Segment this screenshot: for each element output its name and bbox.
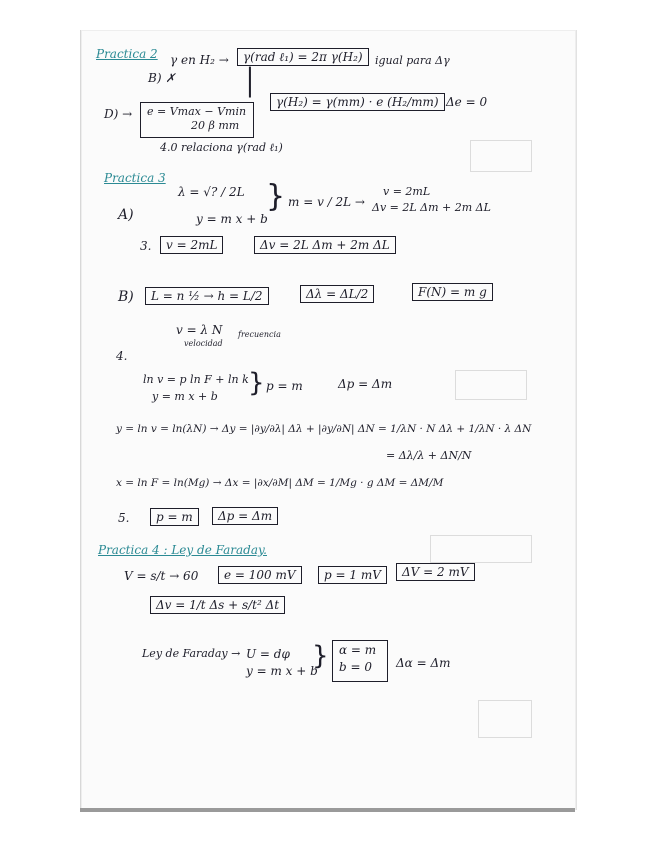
- p2-d-box: [140, 102, 254, 138]
- bleed-through-box: [478, 700, 532, 738]
- p3-dp-eq: Δp = Δm: [338, 377, 393, 391]
- p4-box-e: e = 100 mV: [218, 566, 302, 584]
- p3-eq-v: v = 2mL: [383, 185, 431, 198]
- p3-item-4: 4.: [116, 349, 128, 363]
- p2-line1-note: igual para Δγ: [375, 54, 450, 67]
- p3-brace: }: [266, 179, 286, 214]
- p3-eq-m: m = v / 2L →: [288, 195, 365, 209]
- p3-box-p: p = m: [150, 508, 199, 526]
- p3-a-label: A): [118, 207, 134, 223]
- p3-brace-2: }: [248, 368, 265, 398]
- p2-line1-box: γ(rad ℓ₁) = 2π γ(H₂): [237, 48, 369, 66]
- p3-x-eq: x = ln F = ln(Mg) → Δx = |∂x/∂M| ΔM = 1/Mg · g ΔM = ΔM/M: [116, 477, 444, 489]
- section-heading-practica-2: Practica 2: [96, 47, 158, 61]
- p3-box-f: F(N) = m g: [412, 283, 493, 301]
- p3-item-5: 5.: [118, 511, 130, 525]
- p3-v-lambda-sub: velocidad: [184, 339, 223, 348]
- p3-ln-eq1: ln v = p ln F + ln k: [143, 373, 249, 386]
- p3-ln-eq2: y = m x + b: [152, 390, 218, 403]
- p3-v-lambda: v = λ N: [176, 323, 223, 337]
- p3-b-label: B): [118, 289, 134, 305]
- p3-eq-lambda: λ = √? / 2L: [178, 185, 245, 199]
- p2-b-label: B) ✗: [148, 71, 176, 85]
- p3-y-eq: y = ln v = ln(λN) → Δy = |∂y/∂λ| Δλ + |∂y/∂N| ΔN = 1/λN · N Δλ + 1/λN · λ ΔN: [116, 423, 532, 435]
- bleed-through-box: [430, 535, 532, 563]
- bleed-through-box: [470, 140, 532, 172]
- p2-d-label: D) →: [104, 107, 133, 121]
- p2-relation: 4.0 relaciona γ(rad ℓ₁): [160, 141, 283, 154]
- bleed-through-box: [455, 370, 527, 400]
- p3-p-eq: p = m: [266, 379, 303, 393]
- section-heading-practica-4: Practica 4 : Ley de Faraday.: [98, 543, 267, 557]
- p3-eq-dv: Δv = 2L Δm + 2m ΔL: [372, 201, 491, 214]
- p2-d-box-num: e = Vmax − Vmin: [147, 105, 247, 118]
- p3-v-lambda-note: frecuencia: [238, 330, 281, 339]
- p3-y-eq2: = Δλ/λ + ΔN/N: [386, 449, 472, 462]
- p3-box-dl: Δλ = ΔL/2: [300, 285, 374, 303]
- p4-fa-box1: α = m: [339, 643, 377, 657]
- p2-line1-text: γ en H₂ →: [170, 53, 229, 67]
- p4-box-dv: ΔV = 2 mV: [396, 563, 475, 581]
- p2-d-note: Δe = 0: [446, 95, 488, 109]
- p4-box-p: p = 1 mV: [318, 566, 387, 584]
- p2-d-box-den: 20 β mm: [191, 119, 240, 132]
- p4-brace: }: [312, 641, 329, 671]
- p4-fa-eq1: U = dφ: [246, 647, 290, 661]
- page-bottom-edge: [80, 808, 575, 812]
- p4-faraday: Ley de Faraday →: [142, 647, 241, 660]
- p3-eq-y: y = m x + b: [196, 212, 268, 226]
- p4-fa-box: [332, 640, 388, 682]
- p4-box-dv-formula: Δv = 1/t Δs + s/t² Δt: [150, 596, 285, 614]
- p4-fa-box2: b = 0: [339, 660, 372, 674]
- p3-box-h: L = n ½ → h = L/2: [145, 287, 269, 305]
- p3-item-3: 3.: [140, 239, 152, 253]
- p4-v-eq: V = s/t → 60: [124, 569, 199, 583]
- section-heading-practica-3: Practica 3: [104, 171, 166, 185]
- p4-fa-eq2: y = m x + b: [246, 664, 318, 678]
- p3-box-dv: Δv = 2L Δm + 2m ΔL: [254, 236, 396, 254]
- p2-arrow-line: │: [242, 68, 258, 98]
- p2-d-box2: γ(H₂) = γ(mm) · e (H₂/mm): [270, 93, 445, 111]
- p3-box-dp: Δp = Δm: [212, 507, 278, 525]
- p4-fa-note: Δα = Δm: [396, 656, 451, 670]
- p3-box-v: v = 2mL: [160, 236, 223, 254]
